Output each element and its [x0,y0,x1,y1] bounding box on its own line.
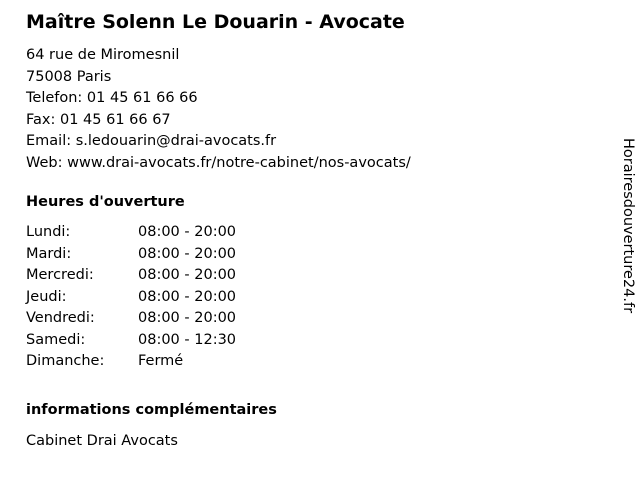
table-row [26,244,318,266]
opening-hours-table [26,222,318,373]
watermark-brand: Horairesdouverture24.fr [620,138,636,314]
day-hours: 08:00 - 20:00 [138,245,237,262]
table-row [26,287,318,309]
email-line: Email: s.ledouarin@drai-avocats.fr [26,133,277,149]
additional-info-text: Cabinet Drai Avocats [26,432,178,449]
phone-line: Telefon: 01 45 61 66 66 [26,90,198,106]
day-label: Samedi: [26,331,86,348]
day-label: Vendredi: [26,310,95,326]
fax-line: Fax: 01 45 61 66 67 [26,111,171,128]
day-label: Dimanche: [26,353,105,369]
table-row [26,330,318,352]
day-hours: 08:00 - 20:00 [138,310,237,326]
website-line: Web: www.drai-avocats.fr/notre-cabinet/nos-avocats/ [26,154,411,171]
additional-info-heading: informations complémentaires [26,401,277,418]
day-label: Lundi: [26,224,71,240]
day-hours: 08:00 - 20:00 [138,288,237,305]
address-city: 75008 Paris [26,68,112,85]
business-info-block [26,10,601,452]
day-label: Jeudi: [26,288,67,305]
day-hours: 08:00 - 20:00 [138,267,237,283]
opening-hours-heading: Heures d'ouverture [26,194,185,210]
table-row [26,265,318,287]
day-label: Mercredi: [26,267,94,283]
table-row [26,351,318,373]
address-block [26,45,601,174]
day-hours: Fermé [138,353,184,369]
table-row [26,222,318,244]
address-street: 64 rue de Miromesnil [26,47,180,63]
day-label: Mardi: [26,245,72,262]
day-hours: 08:00 - 20:00 [138,224,237,240]
page-title: Maître Solenn Le Douarin - Avocate [26,11,405,33]
day-hours: 08:00 - 12:30 [138,331,237,348]
table-row [26,308,318,330]
